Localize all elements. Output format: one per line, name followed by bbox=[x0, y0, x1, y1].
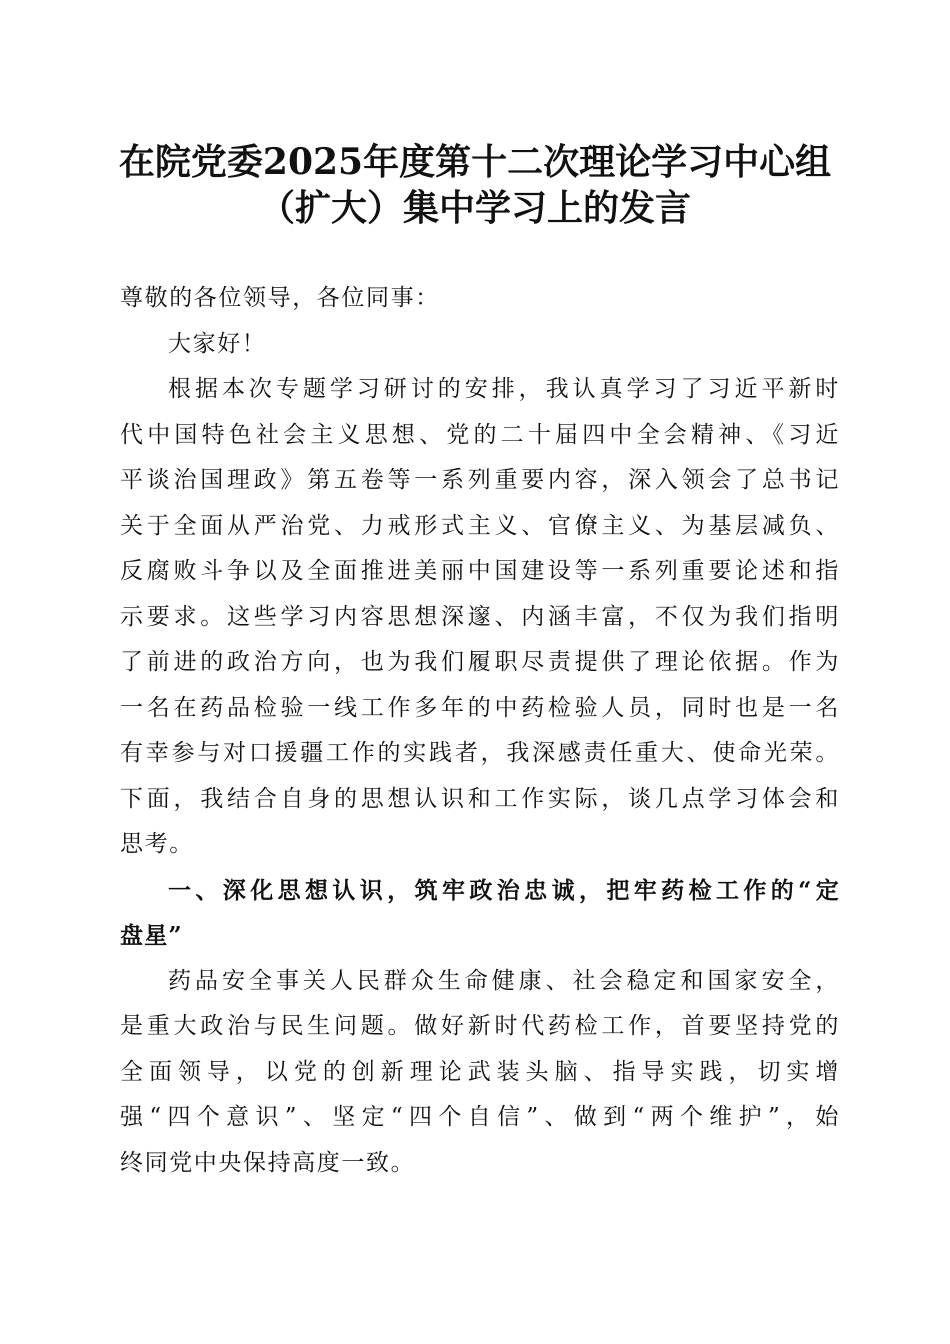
paragraph-2 bbox=[120, 959, 840, 1187]
paragraph-2-line: 终同党中央保持高度一致。 bbox=[120, 1149, 416, 1176]
paragraph-1-line: 下面，我结合自身的思想认识和工作实际，谈几点学习体会和 bbox=[120, 785, 840, 812]
document-title-line-2: （扩大）集中学习上的发言 bbox=[258, 187, 691, 229]
paragraph-2-line: 是重大政治与民生问题。做好新时代药检工作，首要坚持党的 bbox=[120, 1013, 840, 1039]
paragraph-1-line: 一名在药品检验一线工作多年的中药检验人员，同时也是一名 bbox=[120, 694, 840, 721]
paragraph-1-line: 关于全面从严治党、力戒形式主义、官僚主义、为基层减负、 bbox=[120, 512, 840, 539]
paragraph-1-line: 根据本次专题学习研讨的安排，我认真学习了习近平新时 bbox=[168, 376, 840, 402]
section-heading-1 bbox=[120, 868, 840, 959]
document-title-line-1: 在院党委2025年度第十二次理论学习中心组 bbox=[118, 141, 832, 183]
section-heading-1-line: 盘星” bbox=[120, 922, 183, 949]
paragraph-1-line: 了前进的政治方向，也为我们履职尽责提供了理论依据。作为 bbox=[120, 649, 840, 675]
paragraph-2-line: 强“四个意识”、坚定“四个自信”、做到“两个维护”，始 bbox=[120, 1104, 840, 1130]
paragraph-2-line: 全面领导，以党的创新理论武装头脑、指导实践，切实增 bbox=[120, 1058, 840, 1085]
paragraph-1-line: 平谈治国理政》第五卷等一系列重要内容，深入领会了总书记 bbox=[120, 467, 840, 493]
document-body bbox=[120, 276, 840, 1186]
paragraph-1-line: 示要求。这些学习内容思想深邃、内涵丰富，不仅为我们指明 bbox=[120, 603, 840, 630]
paragraph-1-line: 代中国特色社会主义思想、党的二十届四中全会精神、《习近 bbox=[120, 421, 840, 448]
paragraph-1-line: 有幸参与对口援疆工作的实践者，我深感责任重大、使命光荣。 bbox=[120, 740, 840, 766]
paragraph-1-line: 思考。 bbox=[120, 831, 194, 857]
paragraph-2-line: 药品安全事关人民群众生命健康、社会稳定和国家安全， bbox=[168, 967, 840, 994]
paragraph-1-line: 反腐败斗争以及全面推进美丽中国建设等一系列重要论述和指 bbox=[120, 558, 840, 584]
greeting: 大家好！ bbox=[168, 330, 267, 357]
section-heading-1-line: 一、深化思想认识，筑牢政治忠诚，把牢药检工作的“定 bbox=[168, 876, 840, 904]
salutation: 尊敬的各位领导，各位同事： bbox=[120, 285, 440, 311]
paragraph-1 bbox=[120, 367, 840, 868]
